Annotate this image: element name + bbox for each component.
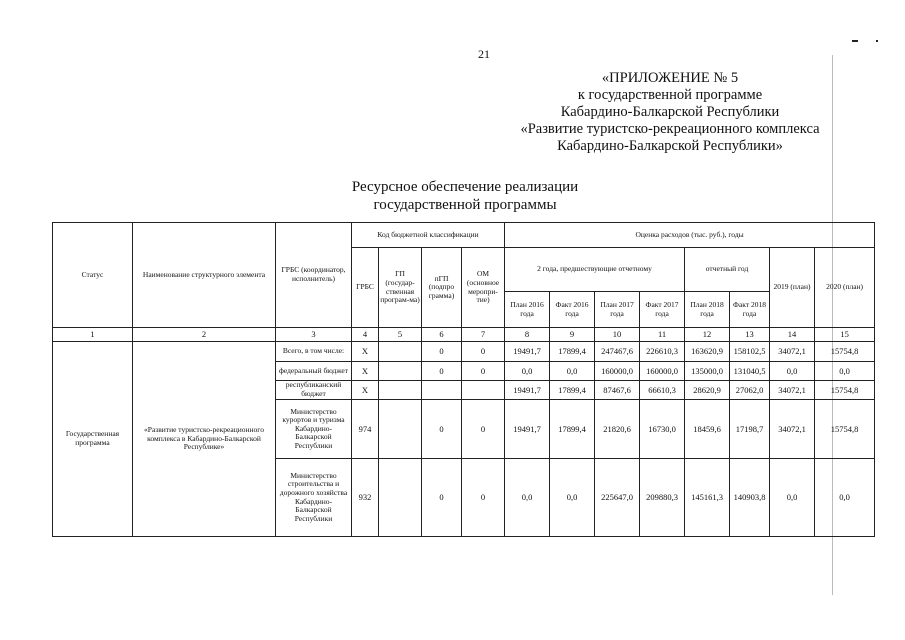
value-cell: 21820,6 (595, 400, 640, 459)
value-cell: 163620,9 (685, 342, 730, 362)
value-cell: 225647,0 (595, 459, 640, 537)
kbk-grbs-cell: 932 (352, 459, 379, 537)
value-cell: 0,0 (770, 362, 815, 381)
kbk-gp-cell (379, 459, 422, 537)
column-number: 6 (422, 328, 462, 342)
value-cell: 0,0 (770, 459, 815, 537)
value-cell: 247467,6 (595, 342, 640, 362)
header-2019: 2019 (план) (770, 248, 815, 328)
value-cell: 17899,4 (550, 400, 595, 459)
header-kbk-gp: ГП (государ-ственная програм-ма) (379, 248, 422, 328)
column-number: 1 (53, 328, 133, 342)
kbk-gp-cell (379, 342, 422, 362)
appendix-line: «Развитие туристско-рекреационного комплекса (520, 121, 820, 137)
value-cell: 34072,1 (770, 400, 815, 459)
kbk-pgp-cell: 0 (422, 400, 462, 459)
value-cell: 160000,0 (640, 362, 685, 381)
column-number-row (53, 328, 875, 342)
value-cell: 16730,0 (640, 400, 685, 459)
value-cell: 15754,8 (815, 381, 875, 400)
value-cell: 19491,7 (505, 400, 550, 459)
value-cell: 0,0 (505, 362, 550, 381)
column-number: 8 (505, 328, 550, 342)
kbk-pgp-cell: 0 (422, 342, 462, 362)
kbk-gp-cell (379, 362, 422, 381)
header-expenses-group: Оценка расходов (тыс. руб.), годы (505, 223, 875, 248)
scan-dot (852, 40, 858, 42)
kbk-om-cell: 0 (462, 459, 505, 537)
value-cell: 0,0 (815, 362, 875, 381)
value-cell: 34072,1 (770, 342, 815, 362)
value-cell: 15754,8 (815, 342, 875, 362)
kbk-grbs-cell: X (352, 342, 379, 362)
appendix-line: к государственной программе (577, 87, 763, 103)
header-kbk-pgp: пГП (подпро грамма) (422, 248, 462, 328)
value-cell: 0,0 (815, 459, 875, 537)
value-cell: 145161,3 (685, 459, 730, 537)
resource-table (52, 222, 875, 537)
header-report-year: отчетный год (685, 248, 770, 292)
value-cell: 19491,7 (505, 381, 550, 400)
value-cell: 0,0 (550, 362, 595, 381)
column-number: 12 (685, 328, 730, 342)
value-cell: 135000,0 (685, 362, 730, 381)
table-header-row (53, 223, 875, 248)
value-cell: 131040,5 (730, 362, 770, 381)
value-cell: 209880,3 (640, 459, 685, 537)
grbs-cell: Министерство строительства и дорожного хозяйства Кабардино-Балкарской Республики (276, 459, 352, 537)
appendix-line: Кабардино-Балкарской Республики» (557, 138, 783, 154)
kbk-om-cell: 0 (462, 400, 505, 459)
column-number: 2 (133, 328, 276, 342)
appendix-line: «ПРИЛОЖЕНИЕ № 5 (601, 70, 739, 86)
header-element-name: Наименование структурного элемента (133, 223, 276, 328)
appendix-line: Кабардино-Балкарской Республики (560, 104, 780, 120)
column-number: 10 (595, 328, 640, 342)
header-fact-2018: Факт 2018 года (730, 292, 770, 328)
header-plan-2017: План 2017 года (595, 292, 640, 328)
header-plan-2018: План 2018 года (685, 292, 730, 328)
header-prev-years: 2 года, предшествующие отчетному (505, 248, 685, 292)
value-cell: 17899,4 (550, 342, 595, 362)
header-kbk-grbs: ГРБС (352, 248, 379, 328)
value-cell: 27062,0 (730, 381, 770, 400)
value-cell: 17899,4 (550, 381, 595, 400)
column-number: 15 (815, 328, 875, 342)
table-row (53, 342, 875, 362)
scan-dot (876, 40, 878, 42)
column-number: 4 (352, 328, 379, 342)
value-cell: 28620,9 (685, 381, 730, 400)
header-status: Статус (53, 223, 133, 328)
header-kbk-om: ОМ (основное меропри-тие) (462, 248, 505, 328)
title-line: государственной программы (373, 197, 557, 213)
column-number: 9 (550, 328, 595, 342)
element-name-cell: «Развитие туристско-рекреационного комплекса в Кабардино-Балкарской Республике» (133, 342, 276, 537)
grbs-cell: Министерство курортов и туризма Кабардино-Балкарской Республики (276, 400, 352, 459)
header-kbk-group: Код бюджетной классификации (352, 223, 505, 248)
value-cell: 34072,1 (770, 381, 815, 400)
column-number: 3 (276, 328, 352, 342)
value-cell: 87467,6 (595, 381, 640, 400)
value-cell: 0,0 (505, 459, 550, 537)
kbk-grbs-cell: 974 (352, 400, 379, 459)
appendix-heading (470, 70, 870, 155)
column-number: 11 (640, 328, 685, 342)
grbs-cell: федеральный бюджет (276, 362, 352, 381)
kbk-pgp-cell: 0 (422, 362, 462, 381)
value-cell: 0,0 (550, 459, 595, 537)
value-cell: 18459,6 (685, 400, 730, 459)
header-2020: 2020 (план) (815, 248, 875, 328)
header-grbs: ГРБС (координатор, исполнитель) (276, 223, 352, 328)
column-number: 13 (730, 328, 770, 342)
kbk-pgp-cell (422, 381, 462, 400)
page-number: 21 (478, 47, 490, 61)
kbk-pgp-cell: 0 (422, 459, 462, 537)
column-number: 5 (379, 328, 422, 342)
status-cell: Государственная программа (53, 342, 133, 537)
kbk-om-cell: 0 (462, 362, 505, 381)
column-number: 14 (770, 328, 815, 342)
kbk-om-cell: 0 (462, 342, 505, 362)
value-cell: 66610,3 (640, 381, 685, 400)
value-cell: 19491,7 (505, 342, 550, 362)
header-plan-2016: План 2016 года (505, 292, 550, 328)
kbk-grbs-cell: X (352, 381, 379, 400)
value-cell: 15754,8 (815, 400, 875, 459)
title-line: Ресурсное обеспечение реализации (351, 179, 579, 195)
column-number: 7 (462, 328, 505, 342)
value-cell: 160000,0 (595, 362, 640, 381)
value-cell: 226610,3 (640, 342, 685, 362)
value-cell: 158102,5 (730, 342, 770, 362)
kbk-om-cell (462, 381, 505, 400)
header-fact-2016: Факт 2016 года (550, 292, 595, 328)
kbk-grbs-cell: X (352, 362, 379, 381)
kbk-gp-cell (379, 381, 422, 400)
value-cell: 140903,8 (730, 459, 770, 537)
header-fact-2017: Факт 2017 года (640, 292, 685, 328)
value-cell: 17198,7 (730, 400, 770, 459)
kbk-gp-cell (379, 400, 422, 459)
document-title (300, 178, 630, 214)
grbs-cell: Всего, в том числе: (276, 342, 352, 362)
grbs-cell: республиканский бюджет (276, 381, 352, 400)
